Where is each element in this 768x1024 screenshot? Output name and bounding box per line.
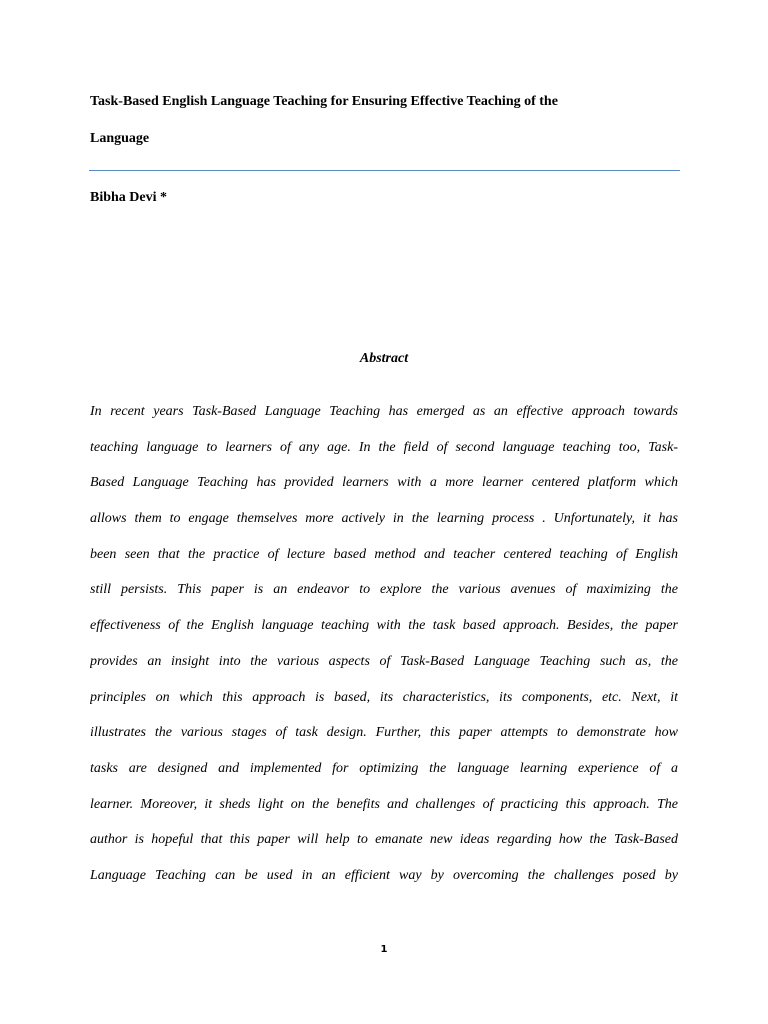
abstract-line: teaching language to learners of any age. In the field of second language teaching too, Task- xyxy=(90,439,678,455)
paper-title-line-1: Task-Based English Language Teaching for Ensuring Effective Teaching of the xyxy=(90,94,558,109)
abstract-line: effectiveness of the English language teaching with the task based approach. Besides, the paper xyxy=(90,618,678,634)
abstract-line: Based Language Teaching has provided learners with a more learner centered platform which xyxy=(90,475,678,491)
abstract-line: allows them to engage themselves more actively in the learning process . Unfortunately, it has xyxy=(90,511,678,527)
abstract-line: author is hopeful that this paper will help to emanate new ideas regarding how the Task-Based xyxy=(90,832,678,848)
abstract-body xyxy=(90,402,678,902)
abstract-line: been seen that the practice of lecture based method and teacher centered teaching of English xyxy=(90,546,678,562)
page-number: 1 xyxy=(380,944,388,955)
abstract-line: In recent years Task-Based Language Teaching has emerged as an effective approach towards xyxy=(90,404,678,419)
abstract-line: illustrates the various stages of task design. Further, this paper attempts to demonstrate how xyxy=(90,725,678,741)
abstract-line: provides an insight into the various aspects of Task-Based Language Teaching such as, the xyxy=(90,653,678,669)
paper-title-line-2: Language xyxy=(90,131,150,146)
abstract-line: still persists. This paper is an endeavor to explore the various avenues of maximizing the xyxy=(90,582,678,598)
abstract-heading: Abstract xyxy=(359,351,409,366)
abstract-line: tasks are designed and implemented for optimizing the language learning experience of a xyxy=(90,760,678,776)
abstract-line: principles on which this approach is based, its characteristics, its components, etc. Next, it xyxy=(90,689,678,705)
title-divider xyxy=(89,170,680,171)
author-name: Bibha Devi * xyxy=(90,190,168,205)
abstract-line: learner. Moreover, it sheds light on the benefits and challenges of practicing this approach. The xyxy=(90,796,678,812)
abstract-line: Language Teaching can be used in an efficient way by overcoming the challenges posed by xyxy=(90,867,678,883)
